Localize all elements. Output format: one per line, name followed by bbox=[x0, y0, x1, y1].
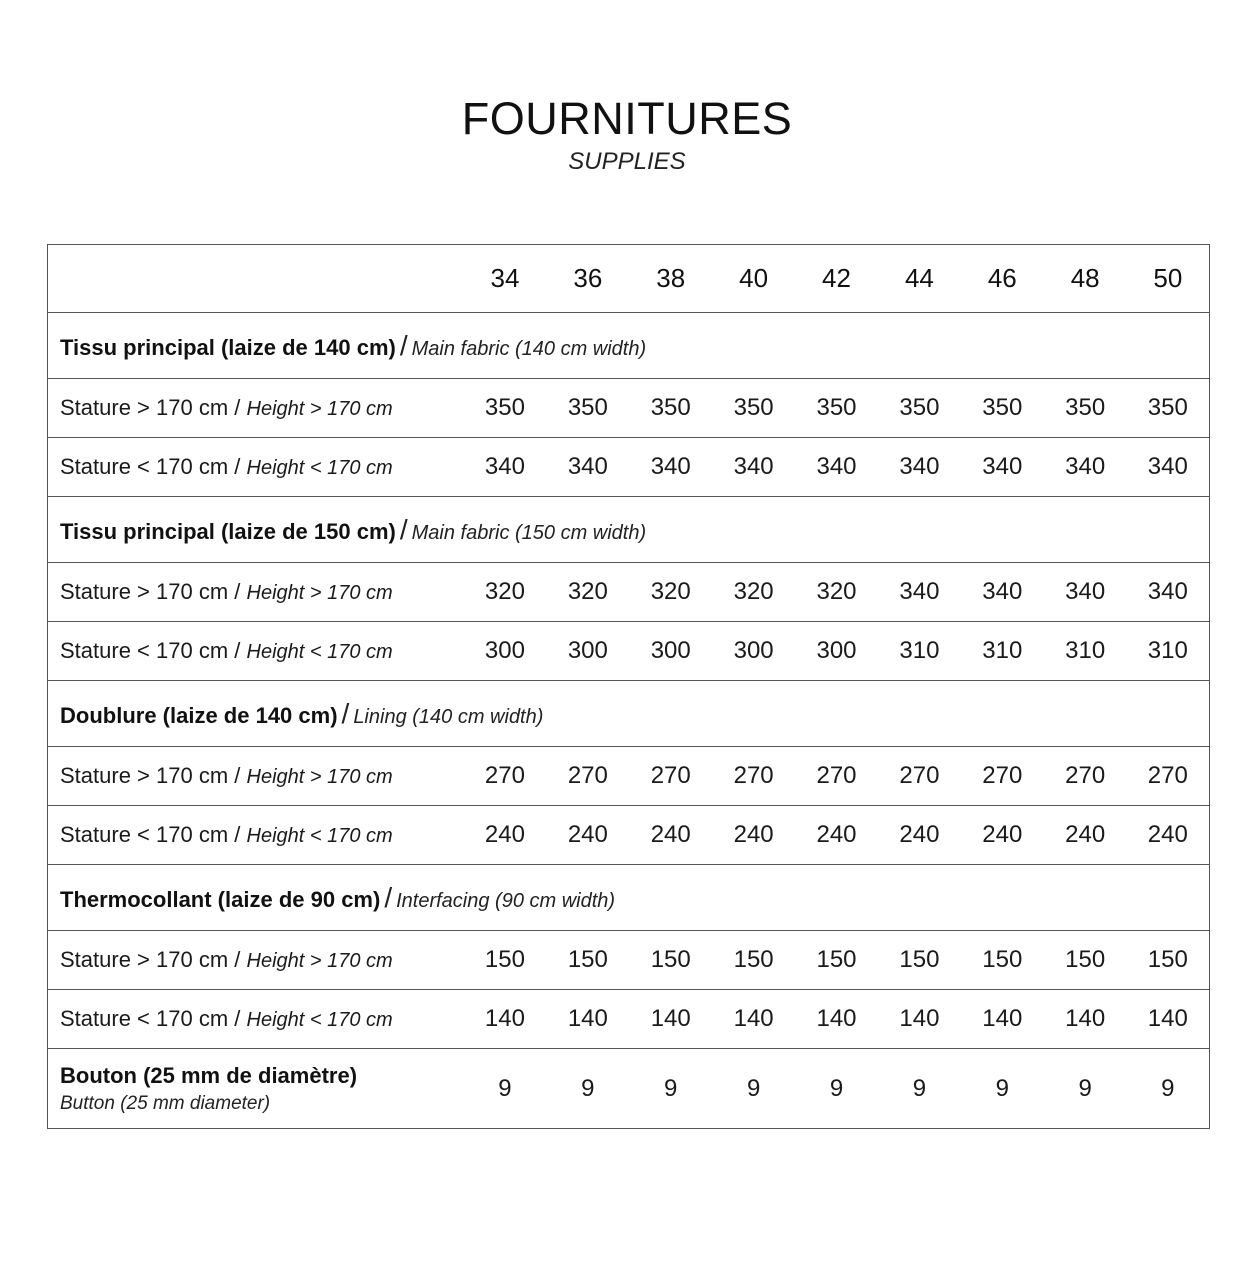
value-cell: 340 bbox=[1127, 563, 1210, 622]
value-cell: 150 bbox=[961, 931, 1044, 990]
value-cell: 270 bbox=[712, 747, 795, 806]
section-header-row bbox=[48, 497, 1210, 563]
row-label-cell bbox=[48, 379, 464, 438]
size-header: 50 bbox=[1127, 245, 1210, 313]
value-cell: 340 bbox=[878, 438, 961, 497]
value-cell: 350 bbox=[878, 379, 961, 438]
table-row bbox=[48, 379, 1210, 438]
size-header: 36 bbox=[546, 245, 629, 313]
value-cell: 240 bbox=[878, 806, 961, 865]
value-cell: 270 bbox=[464, 747, 547, 806]
row-label-en: Height > 170 cm bbox=[246, 766, 393, 788]
section-header-row bbox=[48, 865, 1210, 931]
row-label-en: Height < 170 cm bbox=[246, 457, 393, 479]
value-cell: 320 bbox=[464, 563, 547, 622]
row-label-cell bbox=[48, 931, 464, 990]
value-cell: 270 bbox=[546, 747, 629, 806]
value-cell: 150 bbox=[629, 931, 712, 990]
value-cell: 150 bbox=[546, 931, 629, 990]
section-label-cell bbox=[48, 497, 1210, 563]
section-header-row bbox=[48, 681, 1210, 747]
section-label-fr: Doublure (laize de 140 cm) bbox=[60, 702, 338, 728]
value-cell: 300 bbox=[712, 622, 795, 681]
value-cell: 9 bbox=[795, 1049, 878, 1129]
value-cell: 140 bbox=[1044, 990, 1127, 1049]
section-label-fr: Thermocollant (laize de 90 cm) bbox=[60, 886, 381, 912]
value-cell: 340 bbox=[1044, 563, 1127, 622]
section-separator: / bbox=[341, 697, 350, 729]
button-label-en: Button (25 mm diameter) bbox=[60, 1092, 271, 1114]
value-cell: 310 bbox=[961, 622, 1044, 681]
page-subtitle: SUPPLIES bbox=[568, 148, 686, 175]
size-header: 38 bbox=[629, 245, 712, 313]
value-cell: 140 bbox=[878, 990, 961, 1049]
value-cell: 9 bbox=[546, 1049, 629, 1129]
value-cell: 350 bbox=[961, 379, 1044, 438]
button-row bbox=[48, 1049, 1210, 1129]
value-cell: 150 bbox=[878, 931, 961, 990]
row-label-en: Height < 170 cm bbox=[246, 1009, 393, 1031]
row-label-fr: Stature < 170 cm / bbox=[60, 454, 241, 479]
size-header: 34 bbox=[464, 245, 547, 313]
value-cell: 150 bbox=[1127, 931, 1210, 990]
size-header: 44 bbox=[878, 245, 961, 313]
section-header-row bbox=[48, 313, 1210, 379]
row-label-cell bbox=[48, 563, 464, 622]
value-cell: 140 bbox=[629, 990, 712, 1049]
value-cell: 350 bbox=[712, 379, 795, 438]
row-label-cell bbox=[48, 747, 464, 806]
button-label-fr: Bouton (25 mm de diamètre) bbox=[60, 1062, 358, 1088]
value-cell: 270 bbox=[1044, 747, 1127, 806]
value-cell: 340 bbox=[1044, 438, 1127, 497]
value-cell: 140 bbox=[1127, 990, 1210, 1049]
row-label-cell bbox=[48, 806, 464, 865]
value-cell: 240 bbox=[795, 806, 878, 865]
row-label-fr: Stature > 170 cm / bbox=[60, 579, 241, 604]
value-cell: 240 bbox=[464, 806, 547, 865]
section-separator: / bbox=[399, 513, 408, 545]
row-label-fr: Stature > 170 cm / bbox=[60, 395, 241, 420]
value-cell: 350 bbox=[546, 379, 629, 438]
section-label-cell bbox=[48, 681, 1210, 747]
value-cell: 320 bbox=[712, 563, 795, 622]
value-cell: 340 bbox=[629, 438, 712, 497]
section-label-en: Interfacing (90 cm width) bbox=[396, 889, 616, 912]
row-label-en: Height > 170 cm bbox=[246, 582, 393, 604]
value-cell: 150 bbox=[795, 931, 878, 990]
section-label-en: Lining (140 cm width) bbox=[353, 705, 544, 728]
value-cell: 300 bbox=[795, 622, 878, 681]
row-label-cell bbox=[48, 990, 464, 1049]
value-cell: 9 bbox=[1127, 1049, 1210, 1129]
row-label-en: Height > 170 cm bbox=[246, 950, 393, 972]
value-cell: 310 bbox=[1044, 622, 1127, 681]
value-cell: 140 bbox=[464, 990, 547, 1049]
value-cell: 320 bbox=[795, 563, 878, 622]
row-label-fr: Stature > 170 cm / bbox=[60, 763, 241, 788]
size-header: 40 bbox=[712, 245, 795, 313]
value-cell: 300 bbox=[464, 622, 547, 681]
section-label-en: Main fabric (140 cm width) bbox=[411, 337, 647, 360]
value-cell: 350 bbox=[1044, 379, 1127, 438]
value-cell: 340 bbox=[878, 563, 961, 622]
table-row bbox=[48, 931, 1210, 990]
value-cell: 350 bbox=[795, 379, 878, 438]
value-cell: 9 bbox=[961, 1049, 1044, 1129]
supplies-table bbox=[47, 244, 1210, 1129]
value-cell: 320 bbox=[546, 563, 629, 622]
value-cell: 340 bbox=[464, 438, 547, 497]
value-cell: 350 bbox=[1127, 379, 1210, 438]
value-cell: 310 bbox=[878, 622, 961, 681]
table-row bbox=[48, 622, 1210, 681]
row-label-cell bbox=[48, 438, 464, 497]
section-label-en: Main fabric (150 cm width) bbox=[411, 521, 647, 544]
value-cell: 240 bbox=[629, 806, 712, 865]
row-label-en: Height < 170 cm bbox=[246, 825, 393, 847]
value-cell: 140 bbox=[712, 990, 795, 1049]
size-header: 48 bbox=[1044, 245, 1127, 313]
section-label-fr: Tissu principal (laize de 150 cm) bbox=[60, 518, 396, 544]
value-cell: 340 bbox=[961, 438, 1044, 497]
value-cell: 240 bbox=[1044, 806, 1127, 865]
value-cell: 270 bbox=[961, 747, 1044, 806]
table-row bbox=[48, 563, 1210, 622]
value-cell: 270 bbox=[878, 747, 961, 806]
value-cell: 350 bbox=[629, 379, 712, 438]
row-label-en: Height > 170 cm bbox=[246, 398, 393, 420]
section-label-fr: Tissu principal (laize de 140 cm) bbox=[60, 334, 396, 360]
row-label-fr: Stature < 170 cm / bbox=[60, 638, 241, 663]
value-cell: 340 bbox=[795, 438, 878, 497]
button-label-cell bbox=[48, 1049, 464, 1129]
value-cell: 150 bbox=[464, 931, 547, 990]
size-header: 42 bbox=[795, 245, 878, 313]
section-separator: / bbox=[384, 881, 393, 913]
value-cell: 9 bbox=[878, 1049, 961, 1129]
value-cell: 150 bbox=[1044, 931, 1127, 990]
value-cell: 340 bbox=[546, 438, 629, 497]
table-row bbox=[48, 747, 1210, 806]
table-row bbox=[48, 438, 1210, 497]
row-label-fr: Stature > 170 cm / bbox=[60, 947, 241, 972]
value-cell: 240 bbox=[712, 806, 795, 865]
value-cell: 150 bbox=[712, 931, 795, 990]
value-cell: 9 bbox=[464, 1049, 547, 1129]
row-label-en: Height < 170 cm bbox=[246, 641, 393, 663]
value-cell: 300 bbox=[546, 622, 629, 681]
value-cell: 270 bbox=[795, 747, 878, 806]
size-header: 46 bbox=[961, 245, 1044, 313]
value-cell: 340 bbox=[712, 438, 795, 497]
section-label-cell bbox=[48, 313, 1210, 379]
value-cell: 140 bbox=[546, 990, 629, 1049]
value-cell: 9 bbox=[1044, 1049, 1127, 1129]
value-cell: 240 bbox=[961, 806, 1044, 865]
value-cell: 350 bbox=[464, 379, 547, 438]
section-label-cell bbox=[48, 865, 1210, 931]
value-cell: 140 bbox=[961, 990, 1044, 1049]
value-cell: 240 bbox=[546, 806, 629, 865]
row-label-cell bbox=[48, 622, 464, 681]
row-label-fr: Stature < 170 cm / bbox=[60, 822, 241, 847]
page-title: FOURNITURES bbox=[461, 93, 793, 144]
value-cell: 270 bbox=[1127, 747, 1210, 806]
value-cell: 140 bbox=[795, 990, 878, 1049]
row-label-fr: Stature < 170 cm / bbox=[60, 1006, 241, 1031]
value-cell: 340 bbox=[1127, 438, 1210, 497]
value-cell: 300 bbox=[629, 622, 712, 681]
section-separator: / bbox=[399, 329, 408, 361]
value-cell: 9 bbox=[712, 1049, 795, 1129]
table-row bbox=[48, 990, 1210, 1049]
value-cell: 340 bbox=[961, 563, 1044, 622]
value-cell: 320 bbox=[629, 563, 712, 622]
value-cell: 240 bbox=[1127, 806, 1210, 865]
header-empty-cell bbox=[48, 245, 464, 313]
table-row bbox=[48, 806, 1210, 865]
value-cell: 9 bbox=[629, 1049, 712, 1129]
value-cell: 270 bbox=[629, 747, 712, 806]
size-header-row bbox=[48, 245, 1210, 313]
value-cell: 310 bbox=[1127, 622, 1210, 681]
